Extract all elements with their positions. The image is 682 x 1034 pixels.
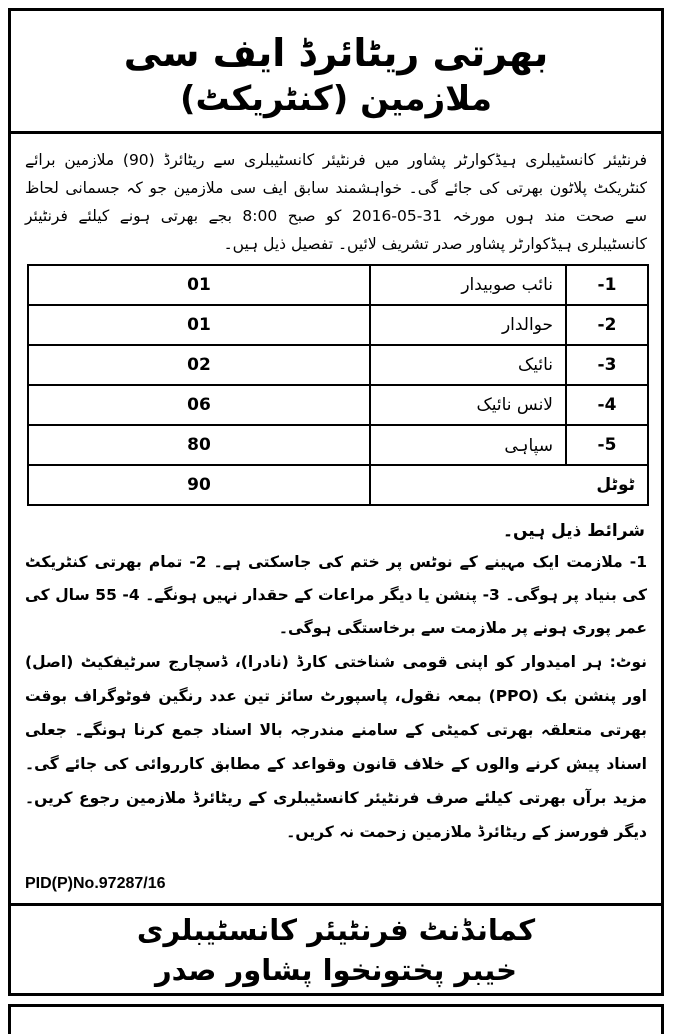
table-row xyxy=(28,385,648,425)
title-line-2: ملازمین (کنٹریکٹ) xyxy=(179,79,493,119)
post-name: نائب صوبیدار xyxy=(370,265,566,305)
post-quantity: 01 xyxy=(28,305,370,345)
issuer-line-1: کمانڈنٹ فرنٹیئر کانسٹیبلری xyxy=(136,913,536,947)
serial-number: 3- xyxy=(566,345,648,385)
pid-number: PID(P)No.97287/16 xyxy=(25,875,166,892)
job-advertisement xyxy=(8,8,664,996)
serial-number: 2- xyxy=(566,305,648,345)
post-quantity: 06 xyxy=(28,385,370,425)
table-row xyxy=(28,305,648,345)
total-quantity: 90 xyxy=(28,465,370,505)
post-name: نائیک xyxy=(370,345,566,385)
serial-number: 4- xyxy=(566,385,648,425)
table-row xyxy=(28,425,648,465)
serial-number: 5- xyxy=(566,425,648,465)
next-ad-border xyxy=(8,1004,664,1034)
issuer-line-2: خیبر پختونخوا پشاور صدر xyxy=(154,953,518,987)
post-quantity: 01 xyxy=(28,265,370,305)
conditions-heading: شرائط ذیل ہیں۔ xyxy=(503,521,645,541)
post-quantity: 80 xyxy=(28,425,370,465)
posts-table xyxy=(27,264,649,506)
total-label: ٹوٹل xyxy=(370,465,648,505)
intro-paragraph: فرنٹیئر کانسٹیبلری ہیڈکوارٹر پشاور میں فرنٹیئر کانسٹیبلری سے ریٹائرڈ (90) ملازمین برائے کنٹریکٹ پلاٹون بھرتی کی جائے گی۔ خواہشمند سابق ایف سی ملازمین جو کہ جسمانی لحاظ سے صحت مند ہوں مورخہ 31-05-2016 کو صبح 8:00 بجے بھرتی ہونے کیلئے فرنٹیئر کانسٹیبلری ہیڈکوارٹر پشاور صدر تشریف لائیں۔ تفصیل ذیل ہیں۔ xyxy=(25,151,648,253)
header xyxy=(11,31,661,119)
total-row xyxy=(28,465,648,505)
title-line-1: بھرتی ریٹائرڈ ایف سی xyxy=(123,31,549,75)
note-text: نوٹ: ہر امیدوار کو اپنی قومی شناختی کارڈ (نادرا)، ڈسچارج سرٹیفکیٹ (اصل) اور پنشن بک (PPO) بمعہ نقول، پاسپورٹ سائز تین عدد رنگین فوٹوگراف بوقت بھرتی متعلقہ بھرتی کمیٹی کے سامنے مندرجہ بالا اسناد جمع کرنا ہونگے۔ جعلی اسناد پیش کرنے والوں کے خلاف قانون وقواعد کے مطابق کارروائی کی جائے گی۔ مزید برآں بھرتی کیلئے صرف فرنٹیئر کانسٹیبلری کے ریٹائرڈ ملازمین رجوع کریں۔ دیگر فورسز کے ریٹائرڈ ملازمین زحمت نہ کریں۔ xyxy=(25,653,647,841)
post-name: لانس نائیک xyxy=(370,385,566,425)
post-name: حوالدار xyxy=(370,305,566,345)
post-name: سپاہی xyxy=(370,425,566,465)
post-quantity: 02 xyxy=(28,345,370,385)
conditions-text: 1- ملازمت ایک مہینے کے نوٹس پر ختم کی جاسکتی ہے۔ 2- تمام بھرتی کنٹریکٹ کی بنیاد پر ہوگی۔ 3- پنشن یا دیگر مراعات کے حقدار نہیں ہونگے۔ 4- 55 سال کی عمر پوری ہونے پر ملازمت سے برخاستگی ہوگی۔ xyxy=(25,553,647,637)
serial-number: 1- xyxy=(566,265,648,305)
footer-divider xyxy=(11,903,661,906)
table-row xyxy=(28,265,648,305)
table-row xyxy=(28,345,648,385)
